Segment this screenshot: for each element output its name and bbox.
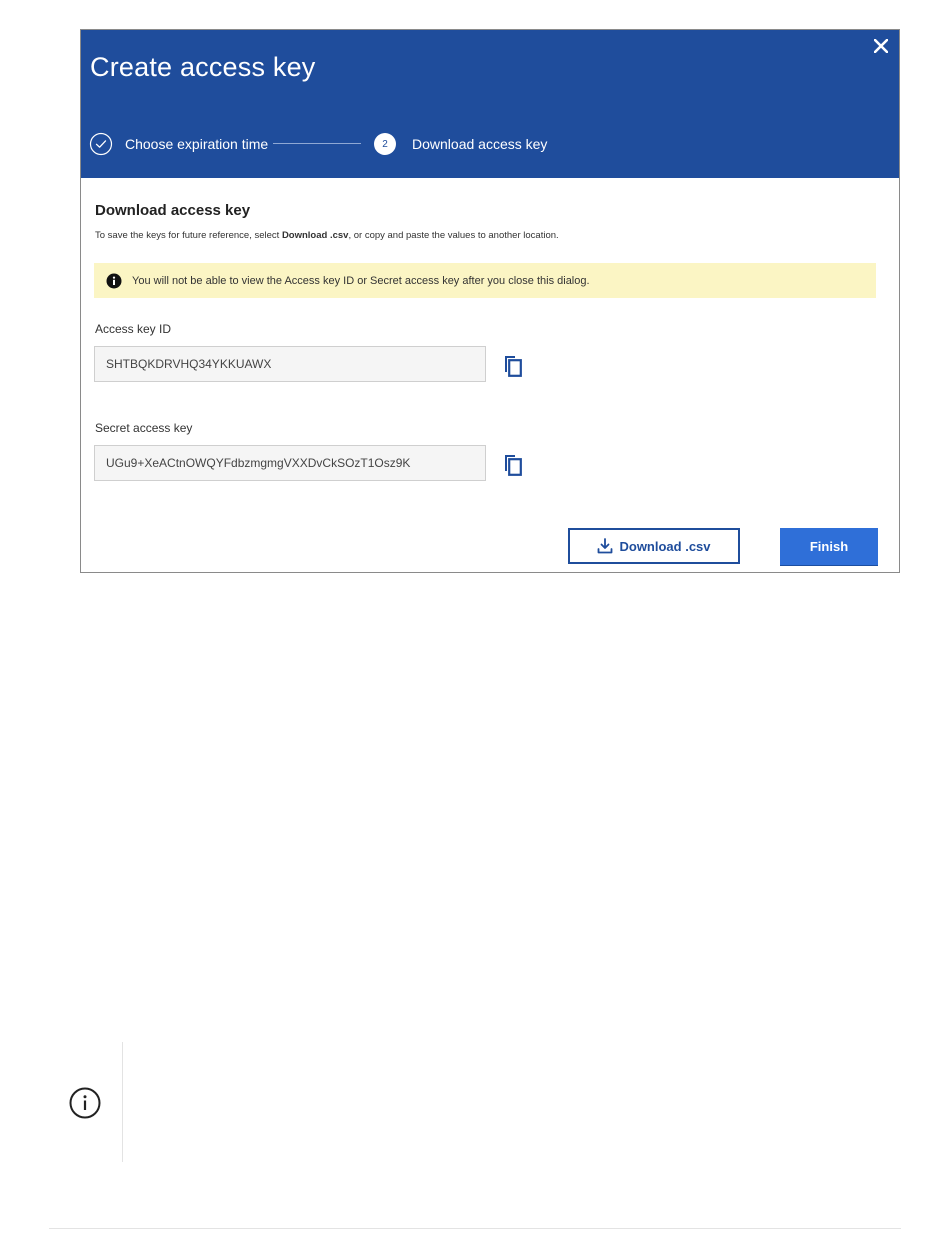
download-icon bbox=[597, 538, 613, 554]
note-divider bbox=[122, 1042, 123, 1162]
warning-text: You will not be able to view the Access key ID or Secret access key after you close this dialog. bbox=[132, 274, 590, 287]
access-key-id-field[interactable] bbox=[94, 346, 486, 382]
download-csv-label: Download .csv bbox=[619, 538, 711, 554]
instructions-bold: Download .csv bbox=[281, 230, 349, 241]
access-key-id-label: Access key ID bbox=[95, 322, 172, 336]
secret-access-key-label: Secret access key bbox=[95, 421, 193, 435]
warning-banner bbox=[94, 263, 876, 298]
copy-secret-access-key-button[interactable] bbox=[502, 453, 524, 477]
info-filled-icon bbox=[106, 273, 122, 289]
copy-icon bbox=[502, 453, 524, 477]
secret-access-key-field[interactable] bbox=[94, 445, 486, 481]
check-circle-icon bbox=[89, 132, 113, 156]
copy-icon bbox=[502, 354, 524, 378]
instructions-before: To save the keys for future reference, select bbox=[95, 230, 282, 241]
dialog-header bbox=[81, 30, 899, 178]
instructions-text bbox=[95, 230, 559, 241]
dialog-title: Create access key bbox=[90, 52, 316, 82]
download-csv-button[interactable] bbox=[568, 528, 740, 564]
instructions-after: , or copy and paste the values to another location. bbox=[348, 230, 559, 241]
copy-access-key-id-button[interactable] bbox=[502, 354, 524, 378]
step-1-label: Choose expiration time bbox=[125, 136, 269, 152]
step-2-number: 2 bbox=[374, 133, 396, 155]
step-connector bbox=[273, 143, 361, 144]
finish-button[interactable]: Finish bbox=[780, 528, 878, 565]
close-button[interactable] bbox=[869, 34, 893, 58]
section-title: Download access key bbox=[95, 202, 251, 219]
info-outline-icon bbox=[69, 1087, 101, 1119]
step-2-label: Download access key bbox=[412, 136, 548, 152]
close-icon bbox=[874, 39, 888, 53]
page-divider bbox=[49, 1228, 901, 1229]
create-access-key-dialog bbox=[80, 29, 900, 573]
